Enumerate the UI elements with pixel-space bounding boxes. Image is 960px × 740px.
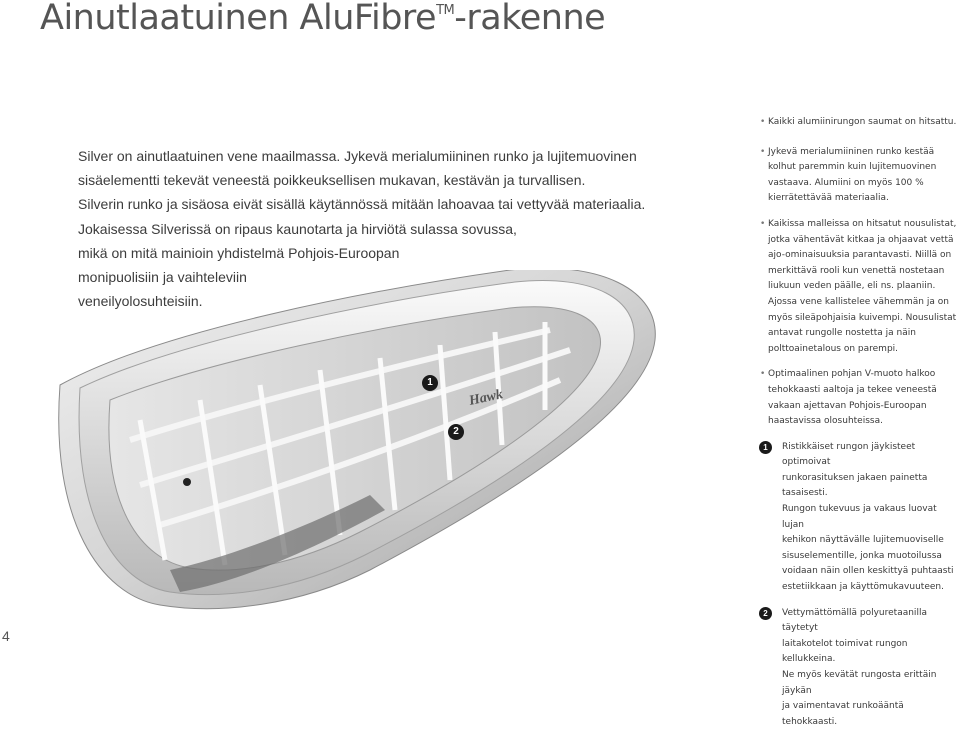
numbered-line: laitakotelot toimivat rungon kellukkeina. (782, 638, 908, 665)
hull-brand-text: Hawk (467, 387, 505, 409)
bullet-symbol: • (760, 218, 766, 229)
bullet-line: liukuun veden päälle, eli ns. plaaniin. (768, 281, 936, 292)
numbered-line: Ristikkäiset rungon jäykisteet optimoivat (782, 441, 916, 468)
intro-line: Silverin runko ja sisäosa eivät sisällä käytännössä mitään lahoavaa tai vettyvää materiaalia. (78, 196, 646, 213)
callout-marker-1: 1 (422, 375, 438, 391)
numbered-line: voidaan näin ollen keskittyä puhtaasti (782, 566, 954, 577)
numbered-feature-2 (763, 606, 960, 731)
bullet-line: Kaikki alumiinirungon saumat on hitsattu. (768, 117, 957, 127)
numbered-line: Vettymättömällä polyuretaanilla täytetyt (782, 607, 927, 634)
drain-plug (183, 478, 191, 486)
page-title (40, 0, 605, 38)
bullet-symbol: • (760, 369, 766, 380)
intro-line: monipuolisiin ja vaihteleviin (78, 269, 247, 286)
bullet-line: antavat rungolle nostetta ja näin (768, 328, 916, 339)
bullet-line: haastavissa olosuhteissa. (768, 416, 883, 427)
bullet-line: Kaikissa malleissa on hitsatut nousulistat, (768, 218, 957, 229)
feature-bullet-item (760, 145, 960, 207)
numbered-line: runkorasituksen jakaen painetta tasaisesti. (782, 472, 928, 499)
bullet-line: Ajossa vene kallistelee vähemmän ja on (768, 296, 949, 307)
feature-bullet-item (760, 217, 960, 357)
feature-sidebar (760, 115, 960, 740)
bullet-line: Optimaalinen pohjan V-muoto halkoo (768, 369, 936, 380)
feature-bullet-item (760, 367, 960, 429)
number-badge-1: 1 (759, 441, 772, 454)
numbered-feature-1 (763, 440, 960, 596)
trademark-symbol: TM (436, 3, 455, 18)
feature-bullet-item (760, 115, 960, 131)
intro-line: mikä on mitä mainioin yhdistelmä Pohjois-Euroopan (78, 244, 400, 261)
bullet-line: ajo-ominaisuuksia parantavasti. Niillä on (768, 250, 952, 261)
bullet-line: myös sileäpohjaisia kuivempi. Nousulistat (768, 312, 957, 323)
bullet-line: kolhut paremmin kuin lujitemuovinen (768, 162, 937, 173)
bullet-line: Jykevä merialumiininen runko kestää (768, 146, 935, 157)
bullet-symbol: • (760, 146, 766, 157)
bullet-line: kierrätettävää materiaalia. (768, 193, 889, 204)
boat-hull-illustration (40, 270, 660, 620)
intro-line: Jokaisessa Silverissä on ripaus kaunotarta ja hirviötä sulassa sovussa, (78, 220, 517, 237)
bullet-line: merkittävä rooli kun venettä nostetaan (768, 265, 945, 276)
bullet-symbol: • (760, 117, 766, 127)
title-main: Ainutlaatuinen AluFibre (40, 0, 437, 38)
callout-marker-2: 2 (448, 424, 464, 440)
intro-line: Silver on ainutlaatuinen vene maailmassa. Jykevä merialumiininen runko ja lujitemuovinen (78, 148, 637, 164)
numbered-line: ja vaimentavat runkoääntä tehokkaasti. (782, 701, 904, 727)
bullet-line: polttoainetalous on parempi. (768, 343, 899, 354)
bullet-line: tehokkaasti aaltoja ja tekee veneestä (768, 384, 937, 395)
page-number: 4 (2, 628, 10, 644)
number-badge-2: 2 (759, 607, 772, 620)
title-suffix: -rakenne (454, 0, 606, 38)
numbered-line: estetiikkaan ja käyttömukavuuteen. (782, 582, 944, 593)
bullet-line: vakaan ajettavan Pohjois-Euroopan (768, 400, 927, 411)
numbered-line: sisuselementille, jonka muotoilussa (782, 550, 942, 561)
numbered-line: Ne myös kevätät rungosta erittäin jäykän (782, 670, 937, 696)
bullet-line: vastaava. Alumiini on myös 100 % (768, 177, 924, 188)
bullet-line: jotka vähentävät kitkaa ja ohjaavat vettä (768, 234, 954, 245)
numbered-line: Rungon tukevuus ja vakaus luovat lujan (782, 504, 937, 530)
numbered-line: kehikon näyttävälle lujitemuoviselle (782, 535, 944, 546)
intro-line: sisäelementti tekevät veneestä poikkeuksellisen mukavan, kestävän ja turvallisen. (78, 172, 586, 189)
intro-line: veneilyolosuhteisiin. (78, 293, 203, 310)
